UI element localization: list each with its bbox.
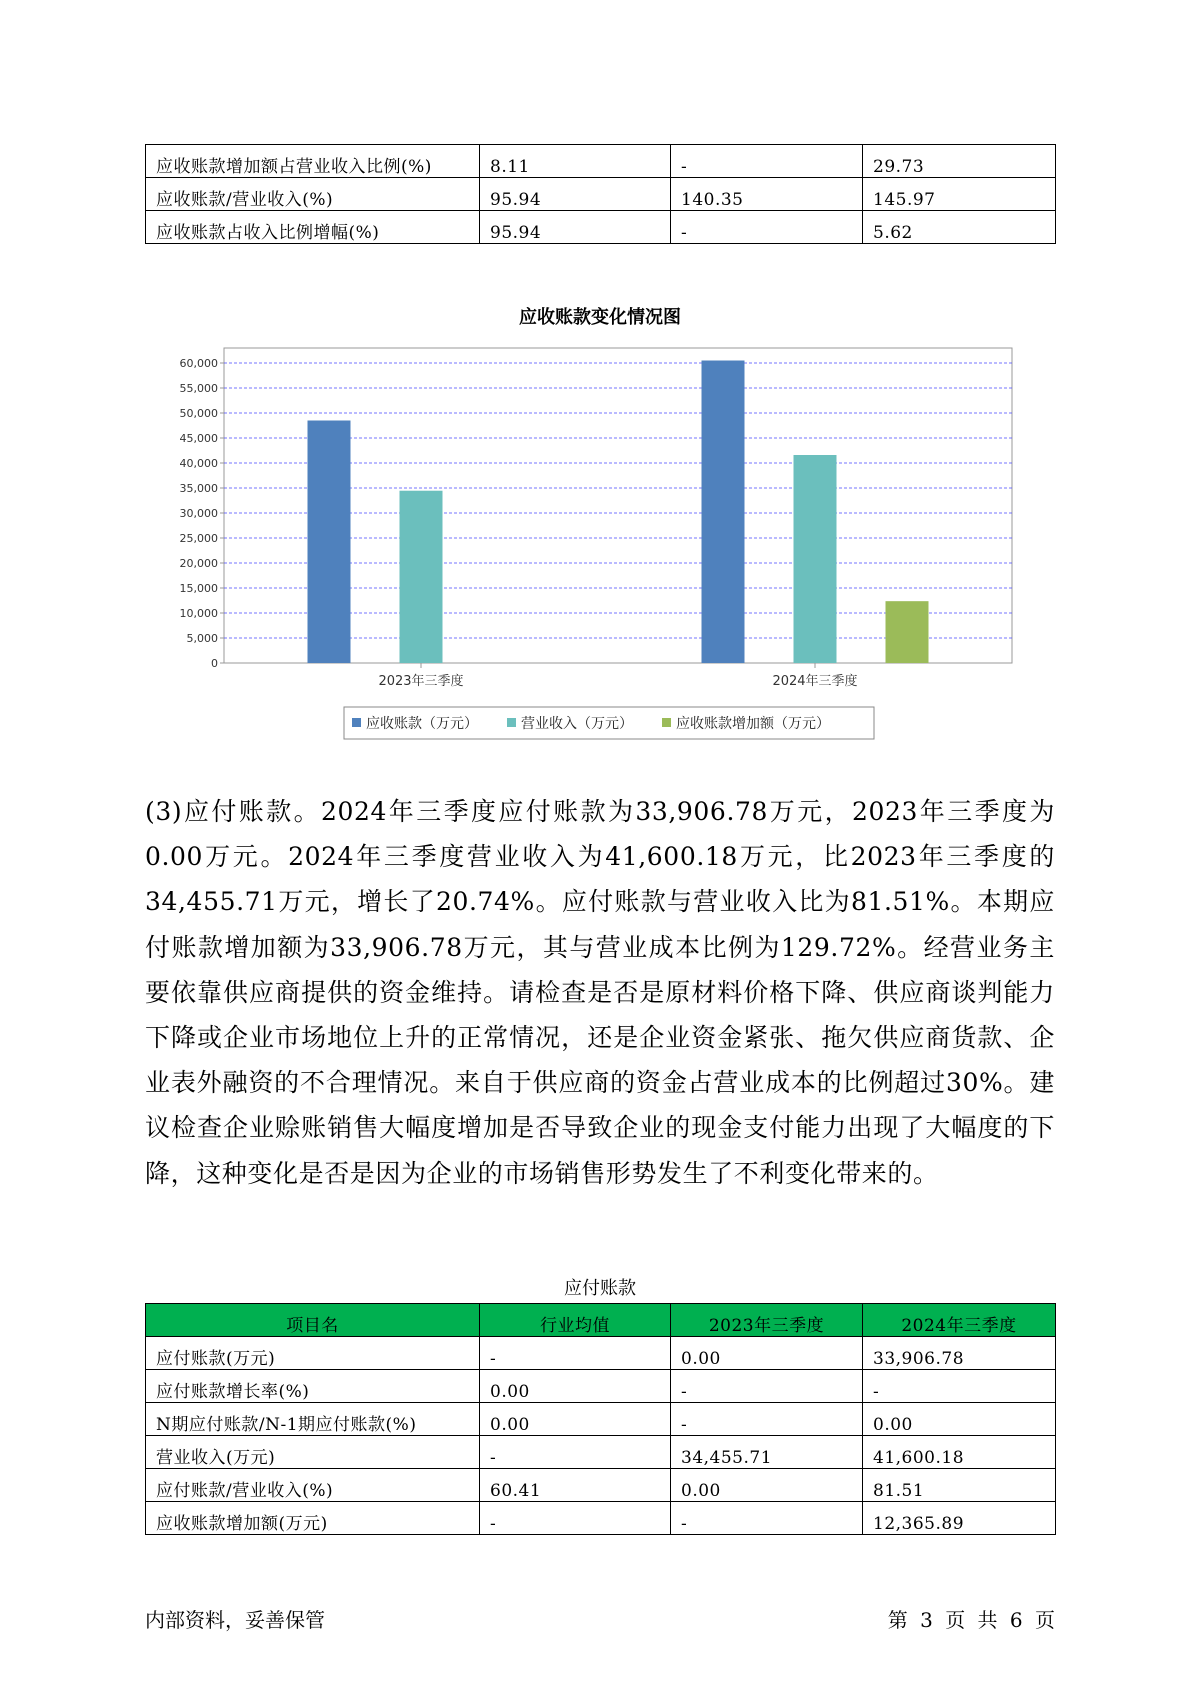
table-cell: 34,455.71 (671, 1436, 863, 1469)
bar (400, 491, 443, 663)
table-cell: 95.94 (480, 178, 671, 211)
legend-label: 营业收入（万元） (521, 716, 633, 732)
table-cell: 应付账款/营业收入(%) (146, 1469, 480, 1502)
table-cell: 5.62 (863, 211, 1056, 244)
table-row (146, 1502, 1056, 1535)
table-cell: 0.00 (671, 1337, 863, 1370)
y-tick-label: 30,000 (179, 507, 218, 520)
table-cell: 29.73 (863, 145, 1056, 178)
table-row (146, 211, 1056, 244)
column-header: 行业均值 (480, 1304, 671, 1337)
column-header: 2024年三季度 (863, 1304, 1056, 1337)
table-cell: - (480, 1337, 671, 1370)
y-tick-label: 20,000 (179, 557, 218, 570)
y-tick-label: 60,000 (179, 357, 218, 370)
bar (702, 361, 745, 664)
y-tick-label: 10,000 (179, 607, 218, 620)
table-row (146, 1469, 1056, 1502)
y-tick-label: 40,000 (179, 457, 218, 470)
y-tick-label: 15,000 (179, 582, 218, 595)
x-tick-label: 2023年三季度 (378, 674, 464, 689)
table-row (146, 178, 1056, 211)
table-caption: 应付账款 (564, 1278, 636, 1299)
x-tick-label: 2024年三季度 (772, 674, 858, 689)
page-number: 第 3 页 共 6 页 (887, 1608, 1055, 1632)
table-row (146, 1403, 1056, 1436)
table-cell: 应收账款占收入比例增幅(%) (146, 211, 480, 244)
y-tick-label: 5,000 (186, 632, 218, 645)
table-cell: - (671, 1502, 863, 1535)
table-row (146, 1337, 1056, 1370)
bar (308, 421, 351, 664)
footer-confidential-note: 内部资料，妥善保管 (145, 1608, 325, 1632)
table-cell: 145.97 (863, 178, 1056, 211)
table-cell: 应收账款/营业收入(%) (146, 178, 480, 211)
table-cell: 应收账款增加额占营业收入比例(%) (146, 145, 480, 178)
table-cell: 应付账款增长率(%) (146, 1370, 480, 1403)
legend-label: 应收账款增加额（万元） (676, 716, 830, 732)
table-cell: 41,600.18 (863, 1436, 1056, 1469)
table-cell: - (671, 145, 863, 178)
table-row (146, 1370, 1056, 1403)
table-cell: 0.00 (671, 1469, 863, 1502)
legend-swatch (352, 718, 361, 727)
legend-swatch (507, 718, 516, 727)
table-cell: 33,906.78 (863, 1337, 1056, 1370)
bar (886, 601, 929, 663)
table-cell: - (863, 1370, 1056, 1403)
table-cell: - (480, 1502, 671, 1535)
table-cell: 0.00 (480, 1403, 671, 1436)
table-cell: 140.35 (671, 178, 863, 211)
body-paragraph: (3)应付账款。2024年三季度应付账款为33,906.78万元，2023年三季度为0.00万元。2024年三季度营业收入为41,600.18万元，比2023年三季度的34,455.71万元，增长了20.74%。应付账款与营业收入比为81.51%。本期应付账款增加额为33,906.78万元，其与营业成本比例为129.72%。经营业务主要依靠供应商提供的资金维持。请检查是否是原材料价格下降、供应商谈判能力下降或企业市场地位上升的正常情况，还是企业资金紧张、拖欠供应商货款、企业表外融资的不合理情况。来自于供应商的资金占营业成本的比例超过30%。建议检查企业赊账销售大幅度增加是否导致企业的现金支付能力出现了大幅度的下降，这种变化是否是因为企业的市场销售形势发生了不利变化带来的。 (145, 797, 1055, 1188)
y-tick-label: 50,000 (179, 407, 218, 420)
y-tick-label: 55,000 (179, 382, 218, 395)
table-cell: 0.00 (480, 1370, 671, 1403)
column-header: 项目名 (146, 1304, 480, 1337)
y-tick-label: 35,000 (179, 482, 218, 495)
receivables-table (145, 144, 1056, 244)
receivables-bar-chart (145, 335, 1055, 755)
table-row (146, 145, 1056, 178)
y-tick-label: 45,000 (179, 432, 218, 445)
table-cell: 95.94 (480, 211, 671, 244)
table-cell: - (671, 211, 863, 244)
table-cell: 8.11 (480, 145, 671, 178)
table-cell: 营业收入(万元) (146, 1436, 480, 1469)
payables-table (145, 1303, 1056, 1535)
table-cell: 应付账款(万元) (146, 1337, 480, 1370)
table-cell: - (671, 1370, 863, 1403)
table-row (146, 1436, 1056, 1469)
legend-label: 应收账款（万元） (366, 716, 478, 732)
table-cell: 0.00 (863, 1403, 1056, 1436)
table-cell: 12,365.89 (863, 1502, 1056, 1535)
table-cell: 应收账款增加额(万元) (146, 1502, 480, 1535)
column-header: 2023年三季度 (671, 1304, 863, 1337)
table-header-row (146, 1304, 1056, 1337)
table-cell: 81.51 (863, 1469, 1056, 1502)
table-cell: N期应付账款/N-1期应付账款(%) (146, 1403, 480, 1436)
chart-title: 应收账款变化情况图 (519, 307, 681, 328)
table-cell: - (480, 1436, 671, 1469)
legend-swatch (662, 718, 671, 727)
table-cell: - (671, 1403, 863, 1436)
bar (794, 455, 837, 663)
y-tick-label: 25,000 (179, 532, 218, 545)
table-cell: 60.41 (480, 1469, 671, 1502)
y-tick-label: 0 (211, 657, 218, 670)
